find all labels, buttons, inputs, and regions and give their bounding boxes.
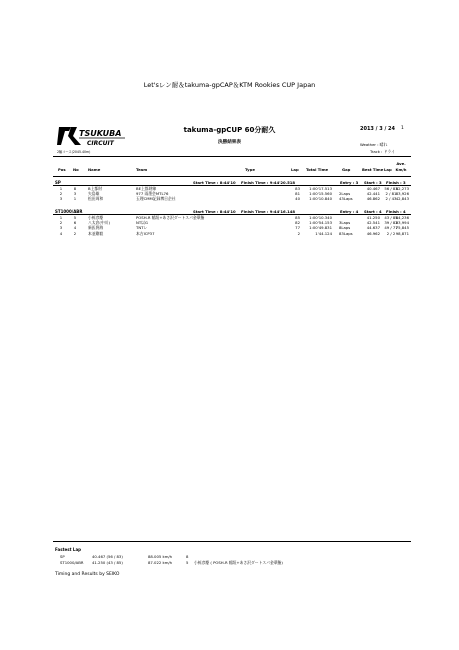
fastest-lap-no: 5 — [186, 560, 189, 565]
class-name: SP — [55, 180, 61, 185]
result-lap: 2 — [297, 230, 300, 236]
class-finish-count: Finish : 3 — [386, 180, 406, 185]
result-ave-speed: 82,273 — [395, 186, 409, 191]
result-pos: 3 — [59, 225, 63, 231]
fastest-lap-speed: 88.005 km/h — [148, 554, 173, 559]
race-subtitle: 決勝結果表 — [218, 140, 241, 145]
fastest-lap-speed: 87.022 km/h — [148, 560, 173, 565]
result-no: 5 — [73, 215, 77, 220]
class-entry-count: Entry : 4 — [340, 209, 359, 214]
result-pos: 1 — [59, 215, 63, 220]
fastest-lap-rider: 小椋彦慶 ( POSH-R 稲垣+あさ沢ダートスパ金華鮨) — [194, 560, 283, 565]
col-best-lap: Lap — [384, 167, 392, 172]
result-team: 玉理CMM記録博日企社 — [136, 196, 176, 202]
result-total-time: 1:00'10.340 — [309, 215, 332, 220]
class-finish-time: Finish Time : 9:44'16.148 — [241, 209, 296, 214]
result-pos: 1 — [59, 186, 63, 191]
result-team: POSH-R 稲垣+あさ沢ダートスパ金華鮨 — [136, 215, 205, 220]
class-start-time: Start Time : 8:44'10 — [193, 209, 236, 214]
result-lap: 82 — [295, 220, 300, 226]
result-best-lap: 39 / 82 — [384, 220, 398, 226]
col-pos: Pos — [58, 167, 66, 172]
result-best-lap: 56 / 83 — [384, 186, 398, 191]
col-ave-speed: Ave. Km/h — [395, 161, 407, 172]
col-lap: Lap — [291, 167, 299, 172]
result-best-time: 41.250 — [366, 215, 380, 220]
result-no: 8 — [73, 186, 77, 191]
result-no: 1 — [73, 196, 77, 202]
result-best-time: 46.962 — [366, 230, 380, 236]
result-pos: 4 — [59, 230, 63, 236]
course-info: 2輪コース(2045.40m) — [57, 150, 91, 154]
timing-credit: Timing and Results by SEIKO — [55, 572, 120, 577]
track-condition: Track : ドライ — [370, 149, 395, 154]
weather: Weather : 晴れ — [360, 142, 388, 147]
logo-sub: CIRCUIT — [87, 140, 114, 147]
result-best-lap: 2 / 43 — [385, 196, 397, 202]
result-name: 矢島雄 — [88, 191, 100, 197]
result-gap: 83Laps — [339, 230, 353, 236]
result-team: NT以G — [136, 220, 148, 226]
fastest-lap-class: SP — [60, 554, 65, 559]
col-team: Team — [136, 167, 148, 172]
result-ave-speed: 83,994 — [395, 220, 409, 226]
result-best-time: 44.637 — [366, 225, 380, 231]
result-lap: 77 — [295, 225, 300, 231]
class-start-count: Start : 3 — [364, 180, 382, 185]
fastest-lap-rule — [53, 541, 411, 542]
result-best-time: 42.441 — [366, 191, 380, 197]
result-best-time: 40.467 — [366, 186, 380, 191]
result-total-time: 1:00'15.560 — [309, 191, 332, 197]
result-team: TNTレ — [136, 225, 148, 231]
col-best-time: Best Time — [362, 167, 384, 172]
result-no: 2 — [73, 230, 77, 236]
result-total-time: 1:00'54.153 — [309, 220, 332, 226]
fastest-lap-time: 41.250 (43 / 85) — [92, 560, 123, 565]
col-name: Name — [88, 167, 101, 172]
result-name: 新医将海 — [88, 225, 104, 231]
result-gap: 43Laps — [339, 196, 353, 202]
result-best-lap: 43 / 85 — [384, 215, 398, 220]
race-title: takuma-gpCUP 60分耐久 — [183, 126, 276, 134]
result-team: BE上都財線 — [136, 186, 157, 191]
document-title: Let'sレン耐＆takuma-gpCAP＆KTM Rookies CUP Japan — [143, 81, 316, 89]
result-no: 3 — [73, 191, 77, 197]
result-ave-speed: 98,871 — [395, 230, 409, 236]
race-date: 2013 / 3 / 24 — [360, 126, 395, 132]
class-finish-time: Finish Time : 9:44'20.518 — [241, 180, 296, 185]
result-gap: 3Laps — [339, 220, 351, 226]
result-gap: 2Laps — [339, 191, 351, 197]
result-ave-speed: 84,236 — [395, 215, 409, 220]
fastest-lap-time: 40.467 (56 / 83) — [92, 554, 123, 559]
col-gap: Gap — [342, 167, 351, 172]
result-best-time: 42.541 — [366, 220, 380, 226]
result-lap: 85 — [295, 215, 300, 220]
result-name: B上都財 — [88, 186, 102, 191]
result-ave-speed: 75,845 — [395, 225, 409, 231]
result-total-time: 1'44.124 — [315, 230, 332, 236]
class-name: ST1000/ABR — [55, 209, 83, 214]
result-total-time: 1:00'10.840 — [309, 196, 332, 202]
result-name: 小椋彦慶 — [88, 215, 104, 220]
result-lap: 40 — [295, 196, 300, 202]
result-lap: 81 — [295, 191, 300, 197]
result-team: 977 雨墨会MTL76 — [136, 191, 169, 197]
result-best-lap: 49 / 77 — [384, 225, 398, 231]
result-lap: 83 — [295, 186, 300, 191]
class-finish-count: Finish : 4 — [386, 209, 406, 214]
result-best-time: 46.862 — [366, 196, 380, 202]
result-name: 八太倉(中川) — [88, 220, 110, 226]
logo-brand: TSUKUBA — [79, 129, 122, 138]
col-type: Type — [245, 167, 255, 172]
result-best-lap: 2 / 2 — [386, 230, 396, 236]
result-pos: 2 — [59, 220, 63, 226]
class-start-time: Start Time : 8:44'10 — [193, 180, 236, 185]
class-start-count: Start : 4 — [364, 209, 382, 214]
result-name: 本並剛毅 — [88, 230, 104, 236]
result-gap: 8Laps — [339, 225, 351, 231]
result-ave-speed: 83,926 — [395, 191, 409, 197]
fastest-lap-title: Fastest Lap — [55, 547, 81, 552]
col-total-time: Total Time — [306, 167, 329, 172]
col-no: No — [73, 167, 79, 172]
result-total-time: 1:00'17.513 — [309, 186, 332, 191]
result-ave-speed: 42,843 — [395, 196, 409, 202]
header-rule-bottom — [53, 176, 411, 177]
result-pos: 2 — [59, 191, 63, 197]
class-entry-count: Entry : 3 — [340, 180, 359, 185]
result-pos: 3 — [59, 196, 63, 202]
page-number: 1 — [401, 126, 404, 131]
fastest-lap-class: ST1000/ABR — [60, 560, 84, 565]
result-name: 松田周和 — [88, 196, 104, 202]
result-best-lap: 2 / 81 — [385, 191, 397, 197]
header-rule-top — [53, 156, 411, 157]
fastest-lap-no: 8 — [186, 554, 189, 559]
result-no: 4 — [73, 225, 77, 231]
result-total-time: 1:00'49.831 — [309, 225, 332, 231]
result-team: 本吉ICP37 — [136, 230, 155, 236]
result-no: 6 — [73, 220, 77, 226]
